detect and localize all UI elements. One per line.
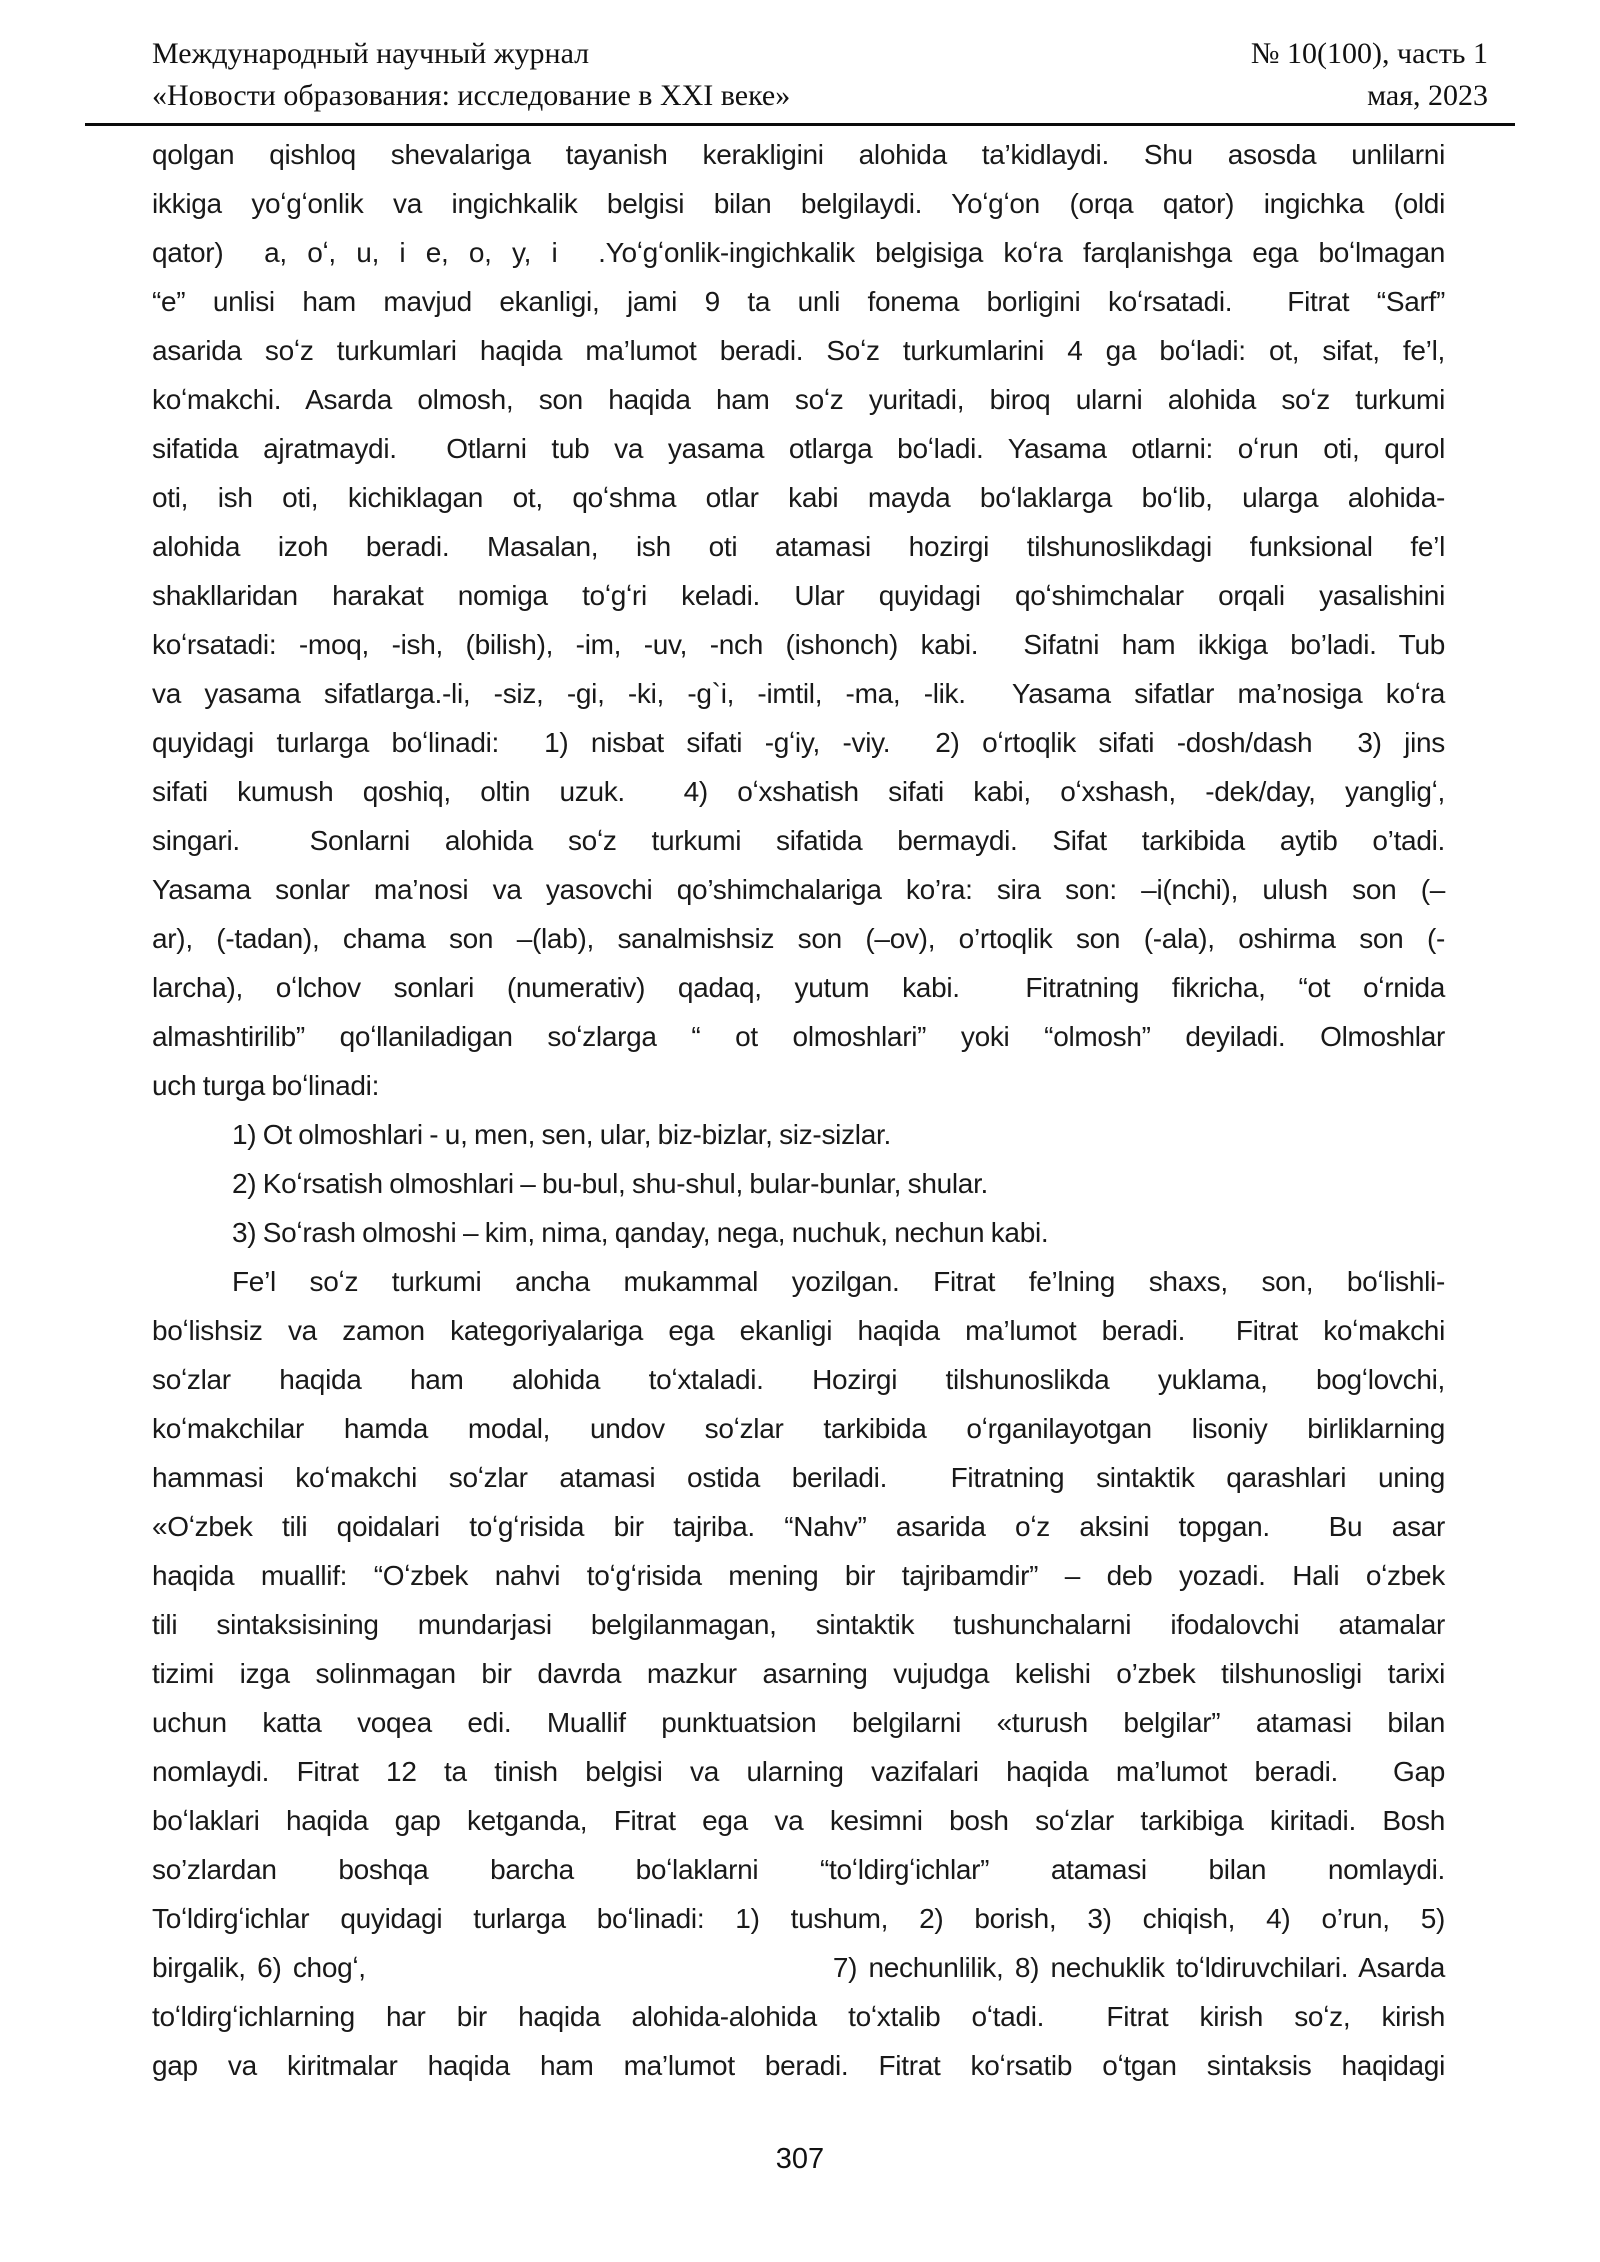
text-line: haqida muallif: “Oʻzbek nahvi toʻgʻrisida mening bir tajribamdir” – deb yozadi. Hali oʻzbek bbox=[152, 1560, 1445, 1591]
text-line: so’zlardan boshqa barcha boʻlaklarni “toʻldirgʻichlar” atamasi bilan nomlaydi. bbox=[152, 1854, 1445, 1885]
text-line: alohida izoh beradi. Masalan, ish oti atamasi hozirgi tilshunoslikdagi funksional fe’l bbox=[152, 531, 1445, 562]
text-line: boʻlishsiz va zamon kategoriyalariga ega ekanligi haqida ma’lumot beradi. Fitrat koʻmakchi bbox=[152, 1315, 1445, 1346]
text-line: qator) a, oʻ, u, i e, o, y, i .Yoʻgʻonlik-ingichkalik belgisiga koʻra farqlanishga ega boʻlmagan bbox=[152, 237, 1445, 268]
text-line: asarida soʻz turkumlari haqida ma’lumot beradi. Soʻz turkumlarini 4 ga boʻladi: ot, sifat, fe’l, bbox=[152, 335, 1445, 366]
text-line: quyidagi turlarga boʻlinadi: 1) nisbat sifati -gʻiy, -viy. 2) oʻrtoqlik sifati -dosh/dash 3) jins bbox=[152, 727, 1445, 758]
text-line: boʻlaklari haqida gap ketganda, Fitrat ega va kesimni bosh soʻzlar tarkibiga kiritadi. Bosh bbox=[152, 1805, 1445, 1836]
text-line: «Oʻzbek tili qoidalari toʻgʻrisida bir tajriba. “Nahv” asarida oʻz aksini topgan. Bu asar bbox=[152, 1511, 1445, 1542]
page-number: 307 bbox=[775, 2143, 825, 2175]
text-line: va yasama sifatlarga.-li, -siz, -gi, -ki, -g`i, -imtil, -ma, -lik. Yasama sifatlar ma’nosiga koʻra bbox=[152, 678, 1445, 709]
text-line: koʻmakchilar hamda modal, undov soʻzlar tarkibida oʻrganilayotgan lisoniy birliklarning bbox=[152, 1413, 1445, 1444]
journal-subtitle: «Новости образования: исследование в XXI веке» bbox=[152, 79, 791, 112]
text-line: koʻmakchi. Asarda olmosh, son haqida ham soʻz yuritadi, biroq ularni alohida soʻz turkumi bbox=[152, 384, 1445, 415]
text-line: Toʻldirgʻichlar quyidagi turlarga boʻlinadi: 1) tushum, 2) borish, 3) chiqish, 4) o’run, 5) bbox=[152, 1903, 1445, 1934]
text-line: sifatida ajratmaydi. Otlarni tub va yasama otlarga boʻladi. Yasama otlarni: oʻrun oti, qurol bbox=[152, 433, 1445, 464]
text-line: shakllaridan harakat nomiga toʻgʻri keladi. Ular quyidagi qoʻshimchalar orqali yasalishini bbox=[152, 580, 1445, 611]
text-line: uch turga boʻlinadi: bbox=[152, 1070, 380, 1101]
text-line: 3) Soʻrash olmoshi – kim, nima, qanday, nega, nuchuk, nechun kabi. bbox=[232, 1217, 1049, 1248]
text-line: soʻzlar haqida ham alohida toʻxtaladi. Hozirgi tilshunoslikda yuklama, bogʻlovchi, bbox=[152, 1364, 1445, 1395]
text-line: toʻldirgʻichlarning har bir haqida alohida-alohida toʻxtalib oʻtadi. Fitrat kirish soʻz, kirish bbox=[152, 2001, 1445, 2032]
text-line: oti, ish oti, kichiklagan ot, qoʻshma otlar kabi mayda boʻlaklarga boʻlib, ularga alohida- bbox=[152, 482, 1445, 513]
text-line: larcha), oʻlchov sonlari (numerativ) qadaq, yutum kabi. Fitratning fikricha, “ot oʻrnida bbox=[152, 972, 1445, 1003]
text-line: Fe’l soʻz turkumi ancha mukammal yozilgan. Fitrat fe’lning shaxs, son, boʻlishli- bbox=[232, 1266, 1445, 1297]
text-line: almashtirilib” qoʻllaniladigan soʻzlarga “ ot olmoshlari” yoki “olmosh” deyiladi. Olmoshlar bbox=[152, 1021, 1445, 1052]
body-text bbox=[152, 130, 1445, 2090]
header-issue-block bbox=[1251, 33, 1488, 117]
text-line: 1) Ot olmoshlari - u, men, sen, ular, biz-bizlar, siz-sizlar. bbox=[232, 1119, 891, 1150]
text-line: koʻrsatadi: -moq, -ish, (bilish), -im, -uv, -nch (ishonch) kabi. Sifatni ham ikkiga bo’ladi. Tub bbox=[152, 629, 1445, 660]
text-line: nomlaydi. Fitrat 12 ta tinish belgisi va ularning vazifalari haqida ma’lumot beradi. Gap bbox=[152, 1756, 1445, 1787]
issue-number: № 10(100), часть 1 bbox=[1250, 37, 1488, 70]
header-divider bbox=[85, 123, 1515, 126]
issue-date: мая, 2023 bbox=[1367, 79, 1488, 112]
text-line: Yasama sonlar ma’nosi va yasovchi qo’shimchalariga ko’ra: sira son: –i(nchi), ulush son (– bbox=[152, 874, 1445, 905]
text-line: tizimi izga solinmagan bir davrda mazkur asarning vujudga kelishi o’zbek tilshunosligi tarixi bbox=[152, 1658, 1445, 1689]
text-line: ikkiga yoʻgʻonlik va ingichkalik belgisi bilan belgilaydi. Yoʻgʻon (orqa qator) ingichka (oldi bbox=[152, 188, 1445, 219]
text-line: sifati kumush qoshiq, oltin uzuk. 4) oʻxshatish sifati kabi, oʻxshash, -dek/day, yangligʻ, bbox=[152, 776, 1445, 807]
text-line: tili sintaksisining mundarjasi belgilanmagan, sintaktik tushunchalarni ifodalovchi atamalar bbox=[152, 1609, 1445, 1640]
text-line: gap va kiritmalar haqida ham ma’lumot beradi. Fitrat koʻrsatib oʻtgan sintaksis haqidagi bbox=[152, 2050, 1445, 2081]
journal-name: Международный научный журнал bbox=[152, 37, 590, 70]
text-line: 2) Koʻrsatish olmoshlari – bu-bul, shu-shul, bular-bunlar, shular. bbox=[232, 1168, 989, 1199]
text-line: ar), (-tadan), chama son –(lab), sanalmishsiz son (–ov), o’rtoqlik son (-ala), oshirma son (- bbox=[152, 923, 1445, 954]
text-line: hammasi koʻmakchi soʻzlar atamasi ostida beriladi. Fitratning sintaktik qarashlari uning bbox=[152, 1462, 1445, 1493]
header-journal-block bbox=[152, 33, 790, 117]
text-line: qolgan qishloq shevalariga tayanish kerakligini alohida ta’kidlaydi. Shu asosda unlilarni bbox=[152, 139, 1445, 170]
text-line: “e” unlisi ham mavjud ekanligi, jami 9 ta unli fonema borligini koʻrsatadi. Fitrat “Sarf” bbox=[152, 286, 1445, 317]
text-line: singari. Sonlarni alohida soʻz turkumi sifatida bermaydi. Sifat tarkibida aytib o’tadi. bbox=[152, 825, 1445, 856]
text-line: uchun katta voqea edi. Muallif punktuatsion belgilarni «turush belgilar” atamasi bilan bbox=[152, 1707, 1445, 1738]
text-line: birgalik, 6) chogʻ, 7) nechunlilik, 8) nechuklik toʻldiruvchilari. Asarda bbox=[152, 1952, 1445, 1983]
